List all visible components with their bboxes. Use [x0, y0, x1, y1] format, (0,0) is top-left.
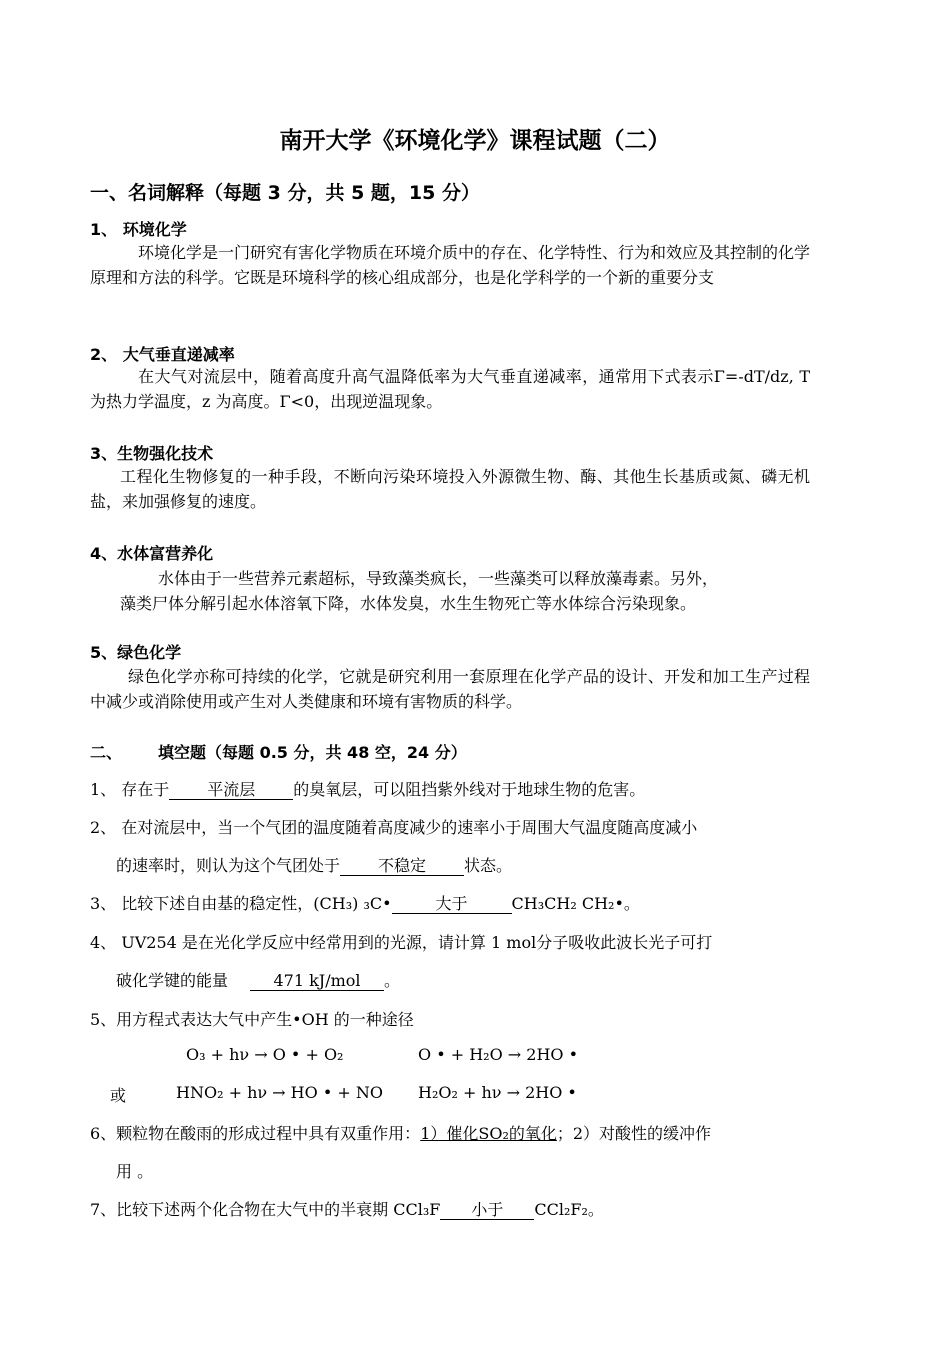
- q3-suffix: CH₃CH₂ CH₂•。: [511, 894, 640, 913]
- term1-body: 环境化学是一门研究有害化学物质在环境介质中的存在、化学特性、行为和效应及其控制的化学原理和方法的科学。它既是环境科学的核心组成部分，也是化学科学的一个新的重要分支: [90, 243, 811, 287]
- term3-heading: 3、生物强化技术: [90, 444, 214, 463]
- q5-or-label: 或: [110, 1086, 127, 1105]
- term2-body: 在大气对流层中，随着高度升高气温降低率为大气垂直递减率，通常用下式表示Γ=-dT/dz, T 为热力学温度，z 为高度。Γ<0，出现逆温现象。: [90, 367, 810, 411]
- q7-suffix: CCl₂F₂。: [534, 1200, 604, 1219]
- question-3: [90, 891, 640, 914]
- q4-prefix: 破化学键的能量: [116, 971, 229, 990]
- page-title: 南开大学《环境化学》课程试题（二）: [279, 128, 671, 154]
- q6-answer-1: 1）催化SO₂的氧化: [420, 1124, 557, 1143]
- q2-prefix: 的速率时，则认为这个气团处于: [116, 856, 341, 875]
- term4-body-line1: 水体由于一些营养元素超标，导致藻类疯长，一些藻类可以释放藻毒素。另外，: [158, 569, 719, 588]
- question-2-line2: [116, 853, 512, 876]
- q3-prefix: 3、 比较下述自由基的稳定性，(CH₃) ₃C•: [90, 894, 392, 913]
- q4-suffix: 。: [384, 971, 401, 990]
- question-6-line2: 用 。: [116, 1162, 154, 1181]
- section1-heading: 一、名词解释（每题 3 分，共 5 题，15 分）: [90, 182, 480, 204]
- q5-equation-4: H₂O₂ + hν → 2HO •: [418, 1083, 577, 1102]
- q2-answer: 不稳定: [340, 857, 464, 876]
- question-7: [90, 1197, 604, 1220]
- question-6-line1: [90, 1121, 711, 1144]
- q7-answer: 小于: [440, 1201, 534, 1220]
- q1-answer: 平流层: [169, 781, 293, 800]
- q7-prefix: 7、比较下述两个化合物在大气中的半衰期 CCl₃F: [90, 1200, 441, 1219]
- question-4-line1: 4、 UV254 是在光化学反应中经常用到的光源，请计算 1 mol分子吸收此波长光子可打: [90, 933, 713, 952]
- term4-body-line2: 藻类尸体分解引起水体溶氧下降，水体发臭，水生生物死亡等水体综合污染现象。: [120, 594, 697, 613]
- question-5: 5、用方程式表达大气中产生•OH 的一种途径: [90, 1010, 414, 1029]
- term3-body: 工程化生物修复的一种手段，不断向污染环境投入外源微生物、酶、其他生长基质或氮、磷无机盐，来加强修复的速度。: [90, 467, 810, 511]
- q5-equation-3: HNO₂ + hν → HO • + NO: [176, 1083, 383, 1102]
- q5-equation-1: O₃ + hν → O • + O₂: [186, 1045, 344, 1064]
- term1-heading: 1、 环境化学: [90, 220, 187, 239]
- q5-equation-2: O • + H₂O → 2HO •: [418, 1045, 579, 1064]
- question-4-line2: [116, 968, 400, 991]
- term5-heading: 5、绿色化学: [90, 643, 182, 662]
- question-2-line1: 2、 在对流层中，当一个气团的温度随着高度减少的速率小于周围大气温度随高度减小: [90, 818, 698, 837]
- term2-heading: 2、 大气垂直递减率: [90, 345, 235, 364]
- q6-prefix: 6、颗粒物在酸雨的形成过程中具有双重作用：: [90, 1124, 421, 1143]
- question-1: [90, 777, 645, 800]
- section2-heading: 填空题（每题 0.5 分，共 48 空，24 分）: [158, 743, 467, 762]
- q3-answer: 大于: [392, 895, 512, 914]
- q1-suffix: 的臭氧层，可以阻挡紫外线对于地球生物的危害。: [293, 780, 646, 799]
- term4-heading: 4、水体富营养化: [90, 544, 214, 563]
- section2-heading-number: 二、: [90, 743, 123, 762]
- q1-prefix: 1、 存在于: [90, 780, 170, 799]
- q6-answer-2: ；2）对酸性的缓冲作: [556, 1124, 712, 1143]
- term5-body: 绿色化学亦称可持续的化学，它就是研究利用一套原理在化学产品的设计、开发和加工生产过程中减少或消除使用或产生对人类健康和环境有害物质的科学。: [90, 667, 810, 711]
- q4-answer: 471 kJ/mol: [250, 972, 384, 991]
- q2-suffix: 状态。: [464, 856, 513, 875]
